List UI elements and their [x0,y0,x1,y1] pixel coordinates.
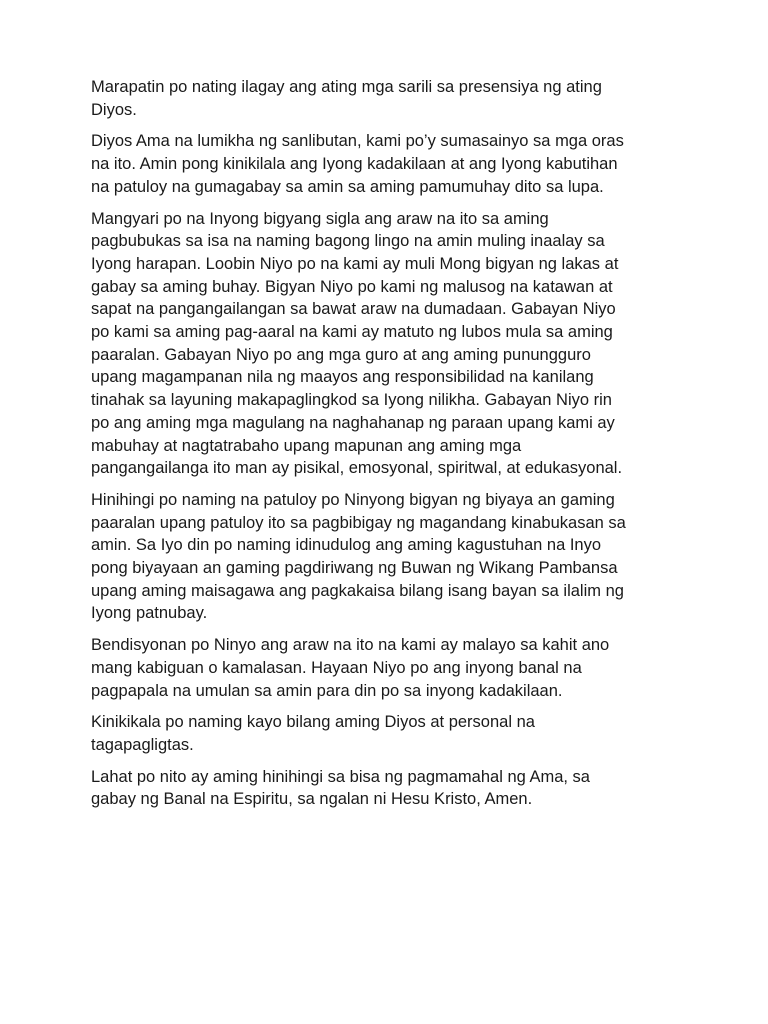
text-line: upang magampanan nila ng maayos ang responsibilidad na kanilang [91,368,594,387]
document-body [91,76,691,820]
text-line: Bendisyonan po Ninyo ang araw na ito na kami ay malayo sa kahit ano [91,636,610,655]
text-line: Iyong harapan. Loobin Niyo po na kami ay muli Mong bigyan ng lakas at [91,254,619,273]
text-line: Kinikikala po naming kayo bilang aming Diyos at personal na [91,713,535,732]
paragraph-invocation [91,130,691,198]
text-line: amin. Sa Iyo din po naming idinudulog ang aming kagustuhan na Inyo [91,536,602,555]
text-line: gabay sa aming buhay. Bigyan Niyo po kami ng malusog na katawan at [91,277,613,296]
paragraph-petition [91,208,691,480]
paragraph-school-blessing [91,489,691,625]
text-line: Mangyari po na Inyong bigyang sigla ang araw na ito sa aming [91,209,549,228]
text-line: Marapatin po nating ilagay ang ating mga sarili sa presensiya ng ating [91,78,602,96]
text-line: Lahat po nito ay aming hinihingi sa bisa ng pagmamahal ng Ama, sa [91,767,590,786]
text-line: mabuhay at nagtatrabaho upang mapunan ang aming mga [91,436,522,455]
text-line: paaralan upang patuloy ito sa pagbibigay ng magandang kinabukasan sa [91,513,626,532]
text-line: Diyos Ama na lumikha ng sanlibutan, kami po’y sumasainyo sa mga oras [91,132,624,151]
text-line: pangangailanga ito man ay pisikal, emosyonal, spiritwal, at edukasyonal. [91,459,623,478]
text-line: po kami sa aming pag-aaral na kami ay matuto ng lubos mula sa aming [91,323,613,342]
text-line: paaralan. Gabayan Niyo po ang mga guro at ang aming punungguro [91,345,591,364]
text-line: Hinihingi po naming na patuloy po Ninyong bigyan ng biyaya an gaming [91,490,615,509]
paragraph-closing [91,766,691,811]
text-line: pagbubukas sa isa na naming bagong lingo na amin muling inaalay sa [91,232,605,251]
text-line: tinahak sa layuning makapaglingkod sa Iyong nilikha. Gabayan Niyo rin [91,391,612,410]
text-line: po ang aming mga magulang na naghahanap ng paraan upang kami ay [91,413,615,432]
paragraph-acknowledgement [91,711,691,756]
text-line: sapat na pangangailangan sa bawat araw na dumadaan. Gabayan Niyo [91,300,616,319]
text-line: Diyos. [91,100,137,119]
text-line: na patuloy na gumagabay sa amin sa aming pamumuhay dito sa lupa. [91,177,604,196]
paragraph-benediction [91,634,691,702]
paragraph-opening [91,76,691,121]
text-line: pagpapala na umulan sa amin para din po sa inyong kadakilaan. [91,681,563,700]
text-line: gabay ng Banal na Espiritu, sa ngalan ni Hesu Kristo, Amen. [91,790,533,809]
text-line: tagapagligtas. [91,735,194,754]
text-line: na ito. Amin pong kinikilala ang Iyong kadakilaan at ang Iyong kabutihan [91,155,618,174]
text-line: upang aming maisagawa ang pagkakaisa bilang isang bayan sa ilalim ng [91,581,624,600]
text-line: Iyong patnubay. [91,604,208,623]
text-line: pong biyayaan an gaming pagdiriwang ng Buwan ng Wikang Pambansa [91,559,618,578]
text-line: mang kabiguan o kamalasan. Hayaan Niyo po ang inyong banal na [91,658,582,677]
